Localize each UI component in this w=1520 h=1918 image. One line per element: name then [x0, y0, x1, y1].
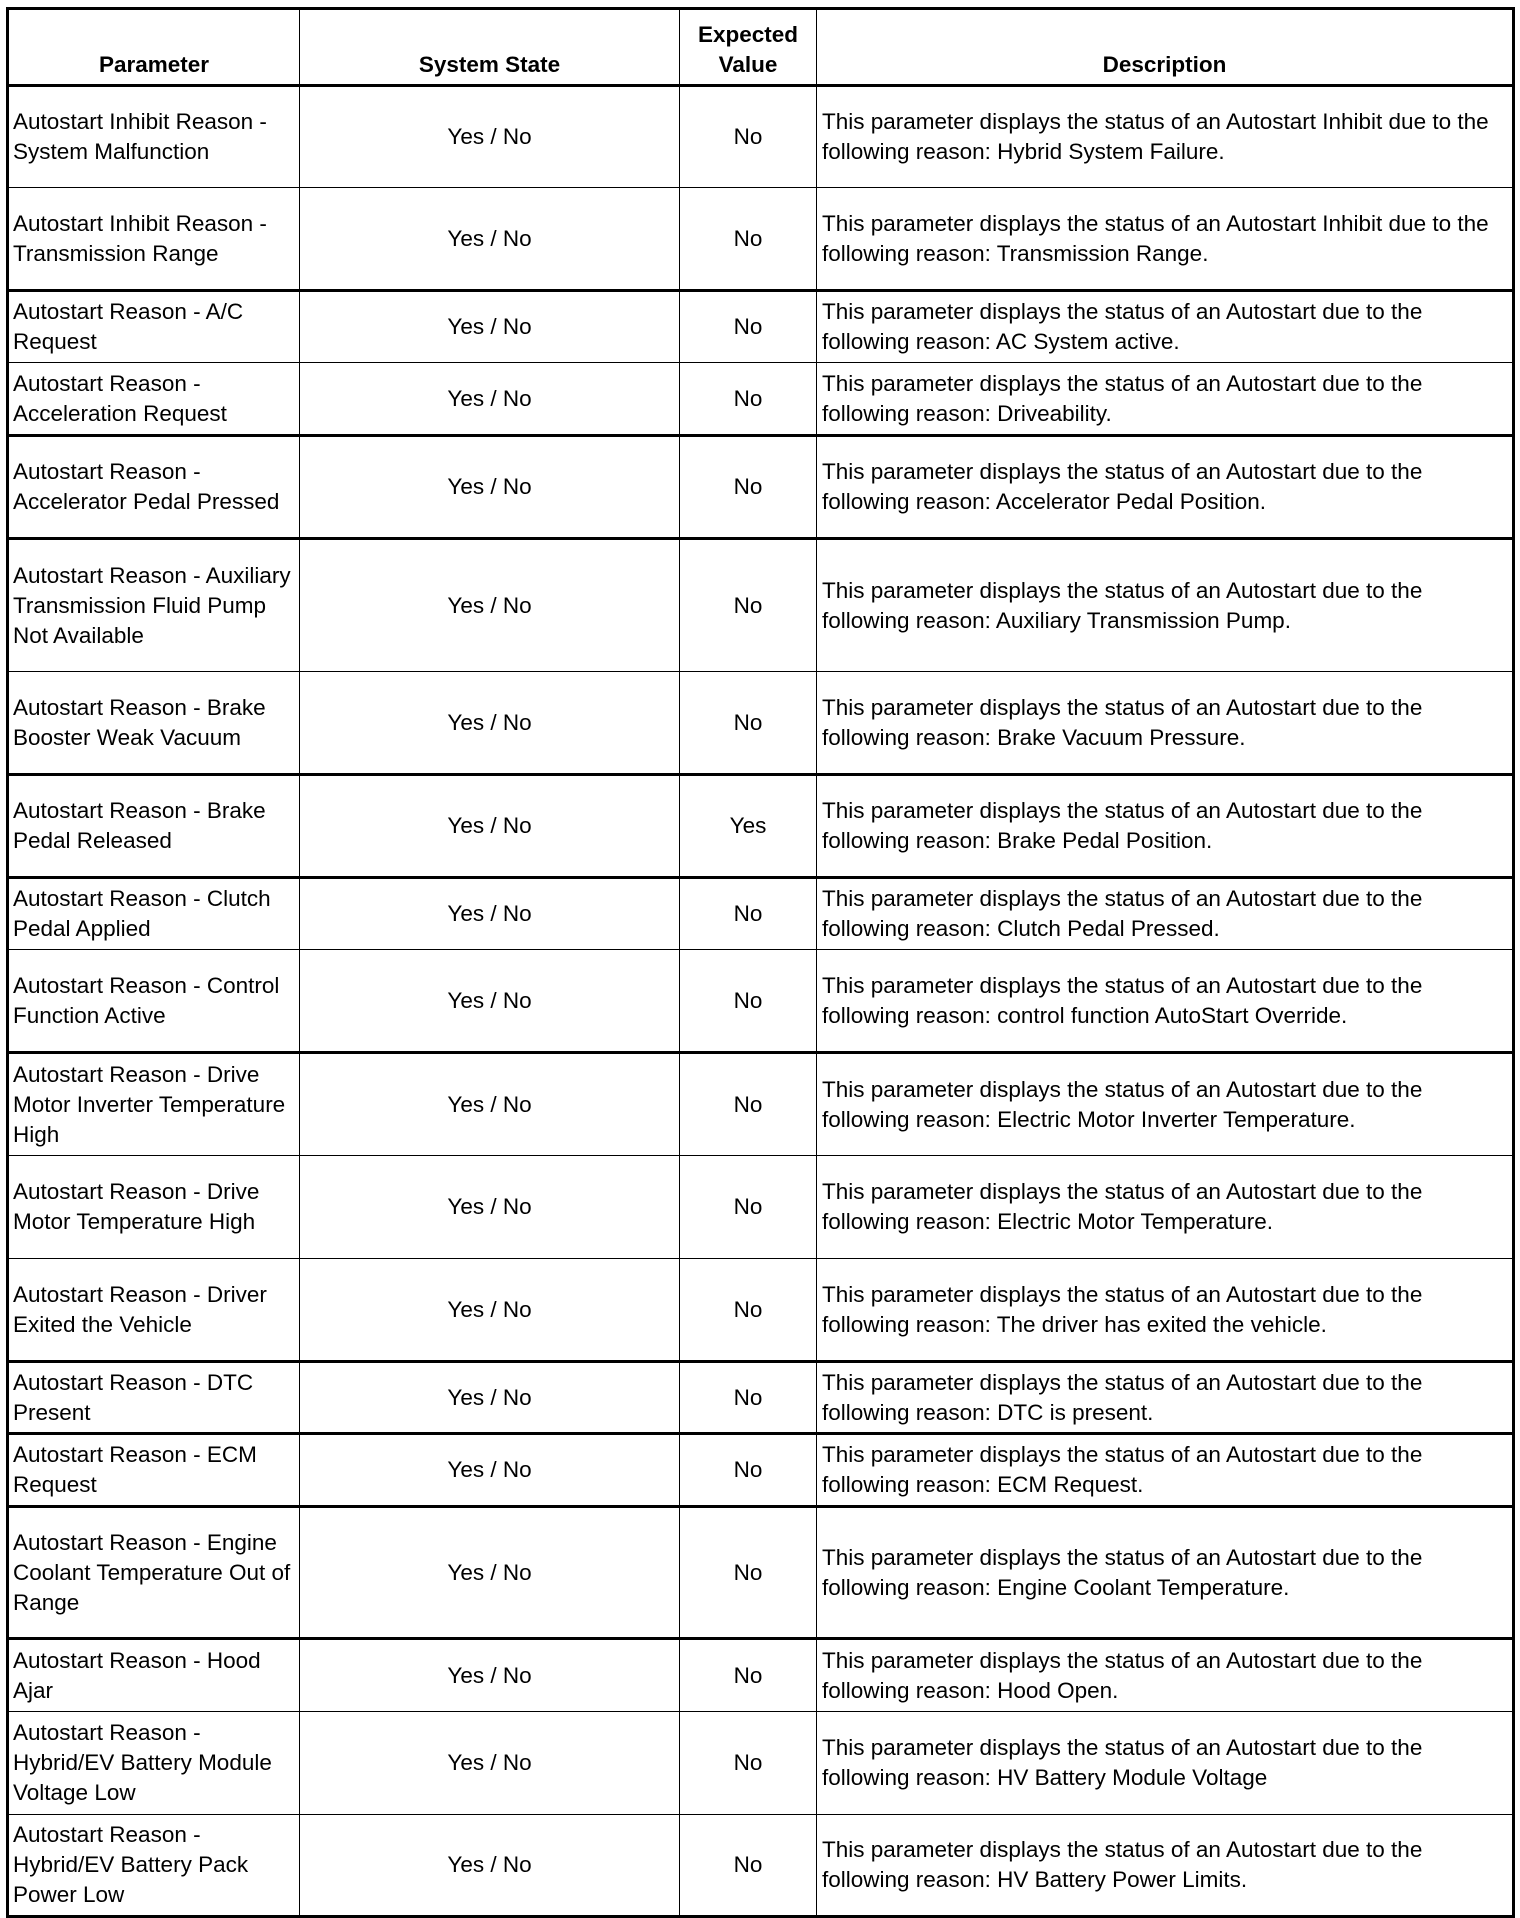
expected-value-cell: No: [680, 1053, 817, 1156]
description-cell: This parameter displays the status of an Autostart due to the following reason: Auxiliary Transmission Pump.: [817, 539, 1514, 672]
table-row: [8, 1362, 1514, 1434]
description-cell: This parameter displays the status of an Autostart due to the following reason: Clutch Pedal Pressed.: [817, 878, 1514, 950]
table-row: [8, 1259, 1514, 1362]
parameter-cell: Autostart Reason - Driver Exited the Vehicle: [8, 1259, 300, 1362]
system-state-cell: Yes / No: [300, 539, 680, 672]
description-cell: This parameter displays the status of an Autostart due to the following reason: DTC is present.: [817, 1362, 1514, 1434]
system-state-cell: Yes / No: [300, 1362, 680, 1434]
table-row: [8, 436, 1514, 539]
table-row: [8, 363, 1514, 436]
description-cell: This parameter displays the status of an Autostart due to the following reason: HV Battery Power Limits.: [817, 1815, 1514, 1917]
parameter-cell: Autostart Reason - Drive Motor Inverter Temperature High: [8, 1053, 300, 1156]
description-cell: This parameter displays the status of an Autostart due to the following reason: ECM Request.: [817, 1434, 1514, 1507]
parameter-table: [6, 7, 1515, 1918]
expected-value-cell: No: [680, 188, 817, 291]
description-cell: This parameter displays the status of an Autostart due to the following reason: Engine Coolant Temperature.: [817, 1507, 1514, 1639]
system-state-cell: Yes / No: [300, 86, 680, 188]
parameter-cell: Autostart Inhibit Reason - System Malfunction: [8, 86, 300, 188]
parameter-cell: Autostart Reason - Hybrid/EV Battery Module Voltage Low: [8, 1712, 300, 1815]
description-cell: This parameter displays the status of an Autostart due to the following reason: AC System active.: [817, 291, 1514, 363]
parameter-cell: Autostart Reason - Engine Coolant Temperature Out of Range: [8, 1507, 300, 1639]
system-state-cell: Yes / No: [300, 950, 680, 1053]
parameter-cell: Autostart Reason - ECM Request: [8, 1434, 300, 1507]
description-cell: This parameter displays the status of an Autostart due to the following reason: The driver has exited the vehicle.: [817, 1259, 1514, 1362]
system-state-cell: Yes / No: [300, 291, 680, 363]
system-state-cell: Yes / No: [300, 1815, 680, 1917]
system-state-cell: Yes / No: [300, 188, 680, 291]
system-state-cell: Yes / No: [300, 775, 680, 878]
system-state-cell: Yes / No: [300, 1156, 680, 1259]
expected-value-cell: No: [680, 86, 817, 188]
system-state-cell: Yes / No: [300, 878, 680, 950]
table-row: [8, 1053, 1514, 1156]
expected-value-cell: No: [680, 1815, 817, 1917]
expected-value-cell: No: [680, 1156, 817, 1259]
parameter-cell: Autostart Reason - Hood Ajar: [8, 1639, 300, 1712]
expected-value-cell: No: [680, 672, 817, 775]
system-state-cell: Yes / No: [300, 1639, 680, 1712]
expected-value-cell: No: [680, 1712, 817, 1815]
expected-value-cell: No: [680, 436, 817, 539]
parameter-cell: Autostart Reason - Control Function Active: [8, 950, 300, 1053]
table-row: [8, 1507, 1514, 1639]
table-row: [8, 775, 1514, 878]
expected-value-cell: No: [680, 1259, 817, 1362]
system-state-cell: Yes / No: [300, 1507, 680, 1639]
table-row: [8, 188, 1514, 291]
system-state-cell: Yes / No: [300, 1259, 680, 1362]
table-row: [8, 1639, 1514, 1712]
description-cell: This parameter displays the status of an Autostart due to the following reason: Electric Motor Temperature.: [817, 1156, 1514, 1259]
table-row: [8, 878, 1514, 950]
description-cell: This parameter displays the status of an Autostart due to the following reason: Brake Vacuum Pressure.: [817, 672, 1514, 775]
expected-value-cell: No: [680, 291, 817, 363]
header-expected-value: Expected Value: [680, 9, 817, 86]
expected-value-cell: No: [680, 878, 817, 950]
expected-value-cell: No: [680, 1507, 817, 1639]
system-state-cell: Yes / No: [300, 1053, 680, 1156]
table-row: [8, 1156, 1514, 1259]
parameter-cell: Autostart Inhibit Reason - Transmission Range: [8, 188, 300, 291]
parameter-cell: Autostart Reason - Hybrid/EV Battery Pack Power Low: [8, 1815, 300, 1917]
parameter-cell: Autostart Reason - Drive Motor Temperature High: [8, 1156, 300, 1259]
expected-value-cell: Yes: [680, 775, 817, 878]
system-state-cell: Yes / No: [300, 1434, 680, 1507]
header-parameter: Parameter: [8, 9, 300, 86]
parameter-cell: Autostart Reason - A/C Request: [8, 291, 300, 363]
parameter-cell: Autostart Reason - Acceleration Request: [8, 363, 300, 436]
expected-value-cell: No: [680, 1362, 817, 1434]
parameter-cell: Autostart Reason - Auxiliary Transmission Fluid Pump Not Available: [8, 539, 300, 672]
header-system-state: System State: [300, 9, 680, 86]
description-cell: This parameter displays the status of an Autostart due to the following reason: Accelerator Pedal Position.: [817, 436, 1514, 539]
parameter-cell: Autostart Reason - Clutch Pedal Applied: [8, 878, 300, 950]
description-cell: This parameter displays the status of an Autostart due to the following reason: Electric Motor Inverter Temperature.: [817, 1053, 1514, 1156]
expected-value-cell: No: [680, 539, 817, 672]
description-cell: This parameter displays the status of an Autostart due to the following reason: control function AutoStart Override.: [817, 950, 1514, 1053]
description-cell: This parameter displays the status of an Autostart due to the following reason: Driveability.: [817, 363, 1514, 436]
parameter-cell: Autostart Reason - Brake Booster Weak Vacuum: [8, 672, 300, 775]
system-state-cell: Yes / No: [300, 672, 680, 775]
description-cell: This parameter displays the status of an Autostart due to the following reason: Hood Open.: [817, 1639, 1514, 1712]
table-row: [8, 1434, 1514, 1507]
system-state-cell: Yes / No: [300, 1712, 680, 1815]
table-row: [8, 1712, 1514, 1815]
expected-value-cell: No: [680, 1434, 817, 1507]
table-row: [8, 539, 1514, 672]
description-cell: This parameter displays the status of an Autostart Inhibit due to the following reason: Hybrid System Failure.: [817, 86, 1514, 188]
table-row: [8, 291, 1514, 363]
parameter-cell: Autostart Reason - Brake Pedal Released: [8, 775, 300, 878]
expected-value-cell: No: [680, 1639, 817, 1712]
description-cell: This parameter displays the status of an Autostart due to the following reason: Brake Pedal Position.: [817, 775, 1514, 878]
table-row: [8, 1815, 1514, 1917]
header-row: [8, 9, 1514, 86]
table-row: [8, 950, 1514, 1053]
description-cell: This parameter displays the status of an Autostart Inhibit due to the following reason: Transmission Range.: [817, 188, 1514, 291]
header-description: Description: [817, 9, 1514, 86]
expected-value-cell: No: [680, 950, 817, 1053]
parameter-cell: Autostart Reason - Accelerator Pedal Pressed: [8, 436, 300, 539]
parameter-cell: Autostart Reason - DTC Present: [8, 1362, 300, 1434]
expected-value-cell: No: [680, 363, 817, 436]
system-state-cell: Yes / No: [300, 436, 680, 539]
table-row: [8, 86, 1514, 188]
table-row: [8, 672, 1514, 775]
description-cell: This parameter displays the status of an Autostart due to the following reason: HV Battery Module Voltage: [817, 1712, 1514, 1815]
system-state-cell: Yes / No: [300, 363, 680, 436]
